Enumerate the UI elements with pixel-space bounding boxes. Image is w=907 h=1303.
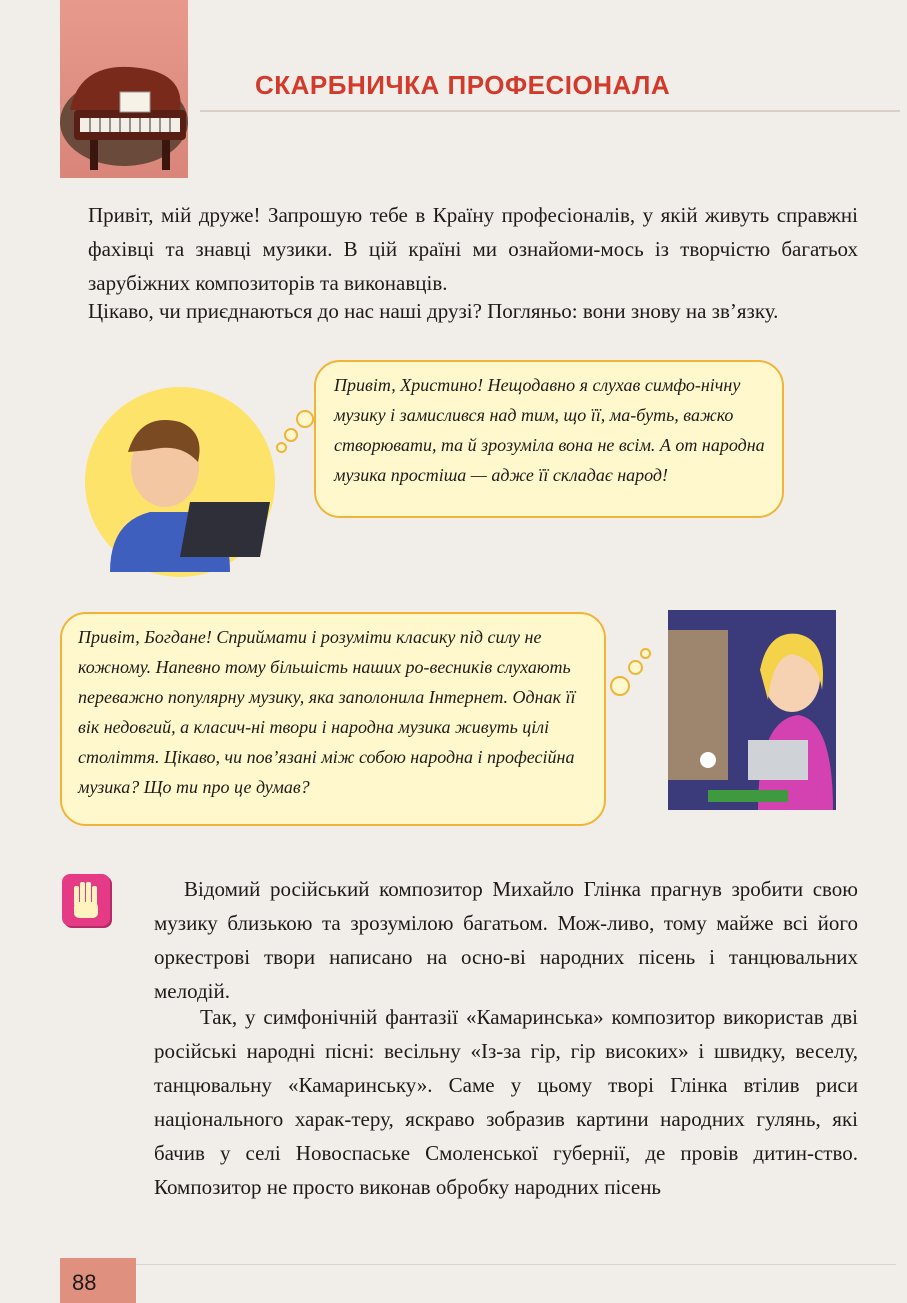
- girl-speech-text: Привіт, Богдане! Сприймати і розуміти класику під силу не кожному. Напевно тому більшість наших ро-весників слухають переважно популярну музику, яка заполонила Інтернет. Однак її вік недовгий, а класич-ні твори і народна музика живуть цілі століття. Цікаво, чи пов’язані між собою народна і професійна музика? Що ти про це думав?: [78, 627, 576, 797]
- bubble-tail-dot: [628, 660, 643, 675]
- bubble-tail-dot: [284, 428, 298, 442]
- hand-icon: [62, 874, 110, 926]
- intro-paragraph-1: Привіт, мій друже! Запрошую тебе в Країну професіоналів, у якій живуть справжні фахівці та знавці музики. В цій країні ми ознайоми-мось із творчістю багатьох зарубіжних композиторів та виконавців.: [88, 203, 858, 295]
- body-paragraph-2: Так, у симфонічній фантазії «Камаринська» композитор використав дві російські народні пісні: весільну «Із-за гір, гір високих» і швидку, веселу, танцювальну «Камаринську». Саме у цьому творі Глінка втілив риси національного харак-теру, яскраво зобразив картини народних гулянь, які бачив у селі Новоспаське Смоленської губернії, де провів дитин-ство. Композитор не просто виконав обробку народних пісень: [154, 1005, 858, 1199]
- girl-speech-bubble: [60, 612, 606, 826]
- boy-at-laptop-illustration: [70, 372, 280, 582]
- body-paragraph-1: Відомий російський композитор Михайло Глінка прагнув зробити свою музику близькою та зрозумілою багатьом. Мож-ливо, тому майже всі його оркестрові твори написано на осно-ві народних пісень і танцювальних мелодій.: [154, 877, 858, 1003]
- bubble-tail-dot: [276, 442, 287, 453]
- girl-at-laptop-illustration: [668, 610, 836, 810]
- footer-divider: [136, 1264, 896, 1265]
- page-number: 88: [72, 1270, 97, 1295]
- bubble-tail-dot: [610, 676, 630, 696]
- boy-speech-text: Привіт, Христино! Нещодавно я слухав симфо-нічну музику і замислився над тим, що її, ма-буть, важко створювати, та й зрозуміла вона не всім. А от народна музика простіша — адже її складає народ!: [334, 375, 765, 485]
- bubble-tail-dot: [640, 648, 651, 659]
- intro-paragraph-2: Цікаво, чи приєднаються до нас наші друзі? Погляньо: вони знову на зв’язку.: [88, 299, 779, 323]
- bubble-tail-dot: [296, 410, 314, 428]
- piano-icon: [50, 40, 198, 180]
- header-divider: [200, 110, 900, 112]
- boy-speech-bubble: [314, 360, 784, 518]
- page-title: СКАРБНИЧКА ПРОФЕСІОНАЛА: [255, 70, 671, 100]
